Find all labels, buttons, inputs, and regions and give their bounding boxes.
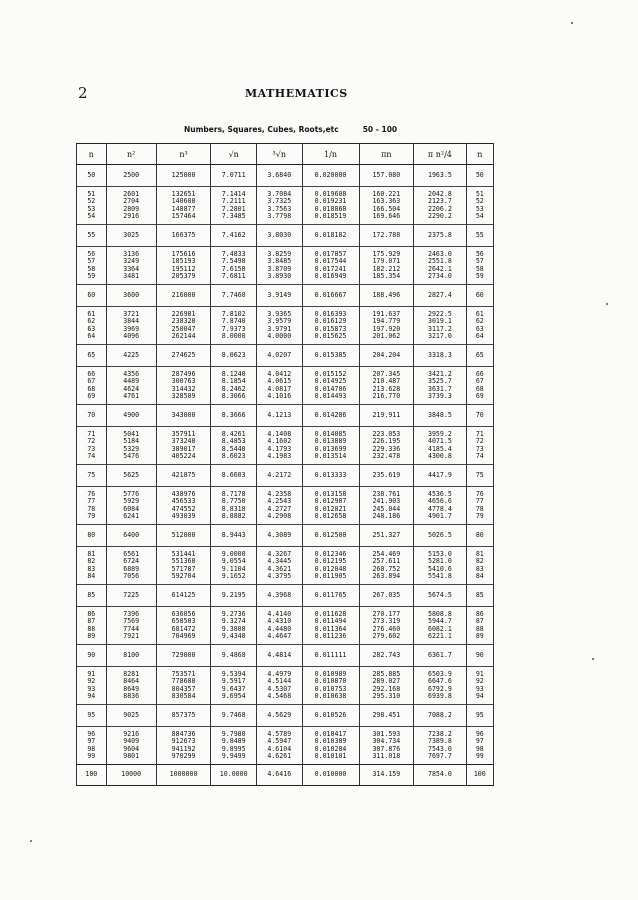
table-cell: 9025	[106, 705, 156, 727]
table-cell: 0.014286	[302, 405, 359, 427]
table-row	[77, 345, 494, 367]
table-cell: 157.080	[359, 165, 414, 187]
speck	[592, 658, 594, 660]
page-number: 2	[78, 84, 88, 102]
table-body	[77, 165, 494, 786]
table-cell: 4.5629	[256, 705, 302, 727]
table-cell: 191.637 194.779 197.920 201.062	[359, 307, 414, 345]
table-cell: 6400	[106, 525, 156, 547]
table-row	[77, 705, 494, 727]
table-cell: 56 57 58 59	[466, 247, 493, 285]
table-cell: 91 92 93 94	[77, 667, 107, 705]
table-cell: 85	[466, 585, 493, 607]
table-cell: 0.010000	[302, 765, 359, 786]
table-cell: 175.929 179.071 182.212 185.354	[359, 247, 414, 285]
table-cell: 9.0000 9.0554 9.1104 9.1652	[211, 547, 257, 585]
table-cell: 7225	[106, 585, 156, 607]
table-cell: 6503.9 6647.6 6792.9 6939.8	[414, 667, 466, 705]
table-cell: 56 57 58 59	[77, 247, 107, 285]
table-cell: 76 77 78 79	[77, 487, 107, 525]
table-row	[77, 187, 494, 225]
table-row	[77, 607, 494, 645]
table-cell: 287496 300763 314432 328509	[156, 367, 211, 405]
table-range: 50 - 100	[362, 125, 398, 134]
table-cell: 4900	[106, 405, 156, 427]
table-cell: 270.177 273.319 276.460 279.602	[359, 607, 414, 645]
table-cell: 4.2358 4.2543 4.2727 4.2908	[256, 487, 302, 525]
table-cell: 3959.2 4071.5 4185.4 4300.8	[414, 427, 466, 465]
table-cell: 75	[77, 465, 107, 487]
table-cell: 0.016667	[302, 285, 359, 307]
table-cell: 61 62 63 64	[466, 307, 493, 345]
table-cell: 65	[466, 345, 493, 367]
table-row	[77, 367, 494, 405]
table-cell: 0.015385	[302, 345, 359, 367]
table-cell: 274625	[156, 345, 211, 367]
column-header: π n²/4	[414, 144, 466, 165]
table-row	[77, 225, 494, 247]
table-row	[77, 307, 494, 345]
table-cell: 4.3267 4.3445 4.3621 4.3795	[256, 547, 302, 585]
table-cell: 95	[77, 705, 107, 727]
table-cell: 251.327	[359, 525, 414, 547]
table-cell: 8.9443	[211, 525, 257, 547]
table-row	[77, 667, 494, 705]
table-cell: 636056 658503 681472 704969	[156, 607, 211, 645]
table-row	[77, 487, 494, 525]
table-cell: 0.020000	[302, 165, 359, 187]
table-cell: 9.2195	[211, 585, 257, 607]
table-cell: 2827.4	[414, 285, 466, 307]
column-header: n	[466, 144, 493, 165]
table-cell: 216000	[156, 285, 211, 307]
table-cell: 4.0412 4.0615 4.0817 4.1016	[256, 367, 302, 405]
table-cell: 172.788	[359, 225, 414, 247]
table-cell: 7.4162	[211, 225, 257, 247]
table-cell: 166375	[156, 225, 211, 247]
table-cell: 70	[77, 405, 107, 427]
table-cell: 90	[77, 645, 107, 667]
table-cell: 5153.0 5281.0 5410.6 5541.8	[414, 547, 466, 585]
table-cell: 0.017857 0.017544 0.017241 0.016949	[302, 247, 359, 285]
speck	[571, 22, 573, 24]
table-cell: 0.013158 0.012987 0.012821 0.012658	[302, 487, 359, 525]
table-cell: 4.0207	[256, 345, 302, 367]
table-row	[77, 285, 494, 307]
table-cell: 7.0711	[211, 165, 257, 187]
table-cell: 0.012346 0.012195 0.012048 0.011905	[302, 547, 359, 585]
table-cell: 267.035	[359, 585, 414, 607]
table-cell: 235.619	[359, 465, 414, 487]
table-cell: 2922.5 3019.1 3117.2 3217.0	[414, 307, 466, 345]
table-row	[77, 525, 494, 547]
table-cell: 298.451	[359, 705, 414, 727]
table-cell: 7.7460	[211, 285, 257, 307]
table-cell: 8.4261 8.4853 8.5440 8.6023	[211, 427, 257, 465]
table-cell: 160.221 163.363 166.504 169.646	[359, 187, 414, 225]
table-cell: 5041 5184 5329 5476	[106, 427, 156, 465]
table-cell: 66 67 68 69	[77, 367, 107, 405]
table-cell: 0.012500	[302, 525, 359, 547]
table-row	[77, 465, 494, 487]
table-cell: 55	[77, 225, 107, 247]
table-cell: 86 87 88 89	[466, 607, 493, 645]
table-row	[77, 427, 494, 465]
table-cell: 75	[466, 465, 493, 487]
table-header-row	[77, 144, 494, 165]
table-cell: 85	[77, 585, 107, 607]
table-cell: 0.015152 0.014925 0.014706 0.014493	[302, 367, 359, 405]
table-cell: 207.345 210.487 213.628 216.770	[359, 367, 414, 405]
table-cell: 71 72 73 74	[77, 427, 107, 465]
table-row	[77, 547, 494, 585]
column-header: 1/n	[302, 144, 359, 165]
table-cell: 4225	[106, 345, 156, 367]
table-cell: 6561 6724 6889 7056	[106, 547, 156, 585]
column-header: πn	[359, 144, 414, 165]
column-header: n³	[156, 144, 211, 165]
table-cell: 51 52 53 54	[466, 187, 493, 225]
table-cell: 4.4814	[256, 645, 302, 667]
table-cell: 8.3666	[211, 405, 257, 427]
table-cell: 2500	[106, 165, 156, 187]
table-cell: 91 92 93 94	[466, 667, 493, 705]
table-cell: 65	[77, 345, 107, 367]
table-cell: 9.7468	[211, 705, 257, 727]
table-cell: 254.469 257.611 260.752 263.894	[359, 547, 414, 585]
table-cell: 188.496	[359, 285, 414, 307]
table-cell: 2601 2704 2809 2916	[106, 187, 156, 225]
table-cell: 0.011628 0.011494 0.011364 0.011236	[302, 607, 359, 645]
table-cell: 753571 778688 804357 830584	[156, 667, 211, 705]
table-cell: 7088.2	[414, 705, 466, 727]
table-cell: 3.7084 3.7325 3.7563 3.7798	[256, 187, 302, 225]
table-cell: 8.6603	[211, 465, 257, 487]
table-cell: 80	[77, 525, 107, 547]
table-cell: 0.016393 0.016129 0.015873 0.015625	[302, 307, 359, 345]
table-cell: 4.3089	[256, 525, 302, 547]
table-cell: 9.2736 9.3274 9.3808 9.4340	[211, 607, 257, 645]
table-cell: 3.9365 3.9579 3.9791 4.0000	[256, 307, 302, 345]
table-cell: 3318.3	[414, 345, 466, 367]
table-cell: 4417.9	[414, 465, 466, 487]
table-cell: 884736 912673 941192 970299	[156, 727, 211, 765]
table-cell: 5625	[106, 465, 156, 487]
table-cell: 9.7980 9.8489 9.8995 9.9499	[211, 727, 257, 765]
table-cell: 7854.0	[414, 765, 466, 786]
table-cell: 3600	[106, 285, 156, 307]
table-cell: 614125	[156, 585, 211, 607]
table-row	[77, 585, 494, 607]
table-cell: 8.7178 8.7750 8.8318 8.8882	[211, 487, 257, 525]
table-cell: 301.593 304.734 307.876 311.018	[359, 727, 414, 765]
table-cell: 4356 4489 4624 4761	[106, 367, 156, 405]
table-cell: 10.0000	[211, 765, 257, 786]
table-cell: 5674.5	[414, 585, 466, 607]
table-cell: 4.4979 4.5144 4.5307 4.5468	[256, 667, 302, 705]
math-table	[76, 143, 494, 786]
table-cell: 4.1408 4.1602 4.1793 4.1983	[256, 427, 302, 465]
table-cell: 3.6840	[256, 165, 302, 187]
table-cell: 226981 238328 250047 262144	[156, 307, 211, 345]
table-subtitle	[184, 125, 397, 134]
column-header: √n	[211, 144, 257, 165]
table-cell: 5026.5	[414, 525, 466, 547]
table-cell: 60	[77, 285, 107, 307]
table-cell: 3.9149	[256, 285, 302, 307]
table-cell: 70	[466, 405, 493, 427]
table-cell: 90	[466, 645, 493, 667]
page-title: MATHEMATICS	[245, 87, 348, 100]
table-cell: 0.014085 0.013889 0.013699 0.013514	[302, 427, 359, 465]
table-cell: 223.053 226.195 229.336 232.478	[359, 427, 414, 465]
table-cell: 60	[466, 285, 493, 307]
table-cell: 343000	[156, 405, 211, 427]
table-cell: 531441 551368 571787 592704	[156, 547, 211, 585]
table-cell: 71 72 73 74	[466, 427, 493, 465]
table-cell: 204.204	[359, 345, 414, 367]
table-cell: 5776 5929 6084 6241	[106, 487, 156, 525]
table-cell: 4.5789 4.5947 4.6104 4.6261	[256, 727, 302, 765]
table-cell: 8.1240 8.1854 8.2462 8.3066	[211, 367, 257, 405]
column-header: n	[77, 144, 107, 165]
table-cell: 95	[466, 705, 493, 727]
table-cell: 285.885 289.027 292.168 295.310	[359, 667, 414, 705]
table-cell: 175616 185193 195112 205379	[156, 247, 211, 285]
table-cell: 8.0623	[211, 345, 257, 367]
table-cell: 857375	[156, 705, 211, 727]
table-cell: 76 77 78 79	[466, 487, 493, 525]
table-cell: 50	[77, 165, 107, 187]
table-cell: 1000000	[156, 765, 211, 786]
table-cell: 9.4868	[211, 645, 257, 667]
table-cell: 0.018182	[302, 225, 359, 247]
table-cell: 2042.8 2123.7 2206.2 2290.2	[414, 187, 466, 225]
table-cell: 10000	[106, 765, 156, 786]
table-cell: 7.8102 7.8740 7.9373 8.0000	[211, 307, 257, 345]
table-cell: 4.6416	[256, 765, 302, 786]
table-cell: 96 97 98 99	[77, 727, 107, 765]
table-cell: 3421.2 3525.7 3631.7 3739.3	[414, 367, 466, 405]
table-cell: 7.4833 7.5498 7.6158 7.6811	[211, 247, 257, 285]
table-cell: 66 67 68 69	[466, 367, 493, 405]
table-caption: Numbers, Squares, Cubes, Roots,etc	[184, 125, 339, 134]
table-cell: 100	[77, 765, 107, 786]
table-cell: 132651 140608 148877 157464	[156, 187, 211, 225]
table-cell: 7238.2 7389.8 7543.0 7697.7	[414, 727, 466, 765]
table-cell: 219.911	[359, 405, 414, 427]
table-cell: 96 97 98 99	[466, 727, 493, 765]
table-cell: 2375.8	[414, 225, 466, 247]
table-cell: 80	[466, 525, 493, 547]
table-cell: 7396 7569 7744 7921	[106, 607, 156, 645]
table-cell: 0.010989 0.010870 0.010753 0.010638	[302, 667, 359, 705]
table-row	[77, 645, 494, 667]
table-cell: 282.743	[359, 645, 414, 667]
table-cell: 4536.5 4656.6 4778.4 4901.7	[414, 487, 466, 525]
table-cell: 3.8259 3.8485 3.8709 3.8930	[256, 247, 302, 285]
table-cell: 4.3968	[256, 585, 302, 607]
column-header: ³√n	[256, 144, 302, 165]
table-cell: 5808.8 5944.7 6082.1 6221.1	[414, 607, 466, 645]
table-cell: 3721 3844 3969 4096	[106, 307, 156, 345]
table-cell: 81 82 83 84	[77, 547, 107, 585]
table-cell: 0.011765	[302, 585, 359, 607]
table-cell: 8100	[106, 645, 156, 667]
table-cell: 86 87 88 89	[77, 607, 107, 645]
table-cell: 0.011111	[302, 645, 359, 667]
table-cell: 61 62 63 64	[77, 307, 107, 345]
table-cell: 55	[466, 225, 493, 247]
table-cell: 2463.0 2551.8 2642.1 2734.0	[414, 247, 466, 285]
table-cell: 438976 456533 474552 493039	[156, 487, 211, 525]
table-cell: 0.010417 0.010309 0.010204 0.010101	[302, 727, 359, 765]
table-cell: 100	[466, 765, 493, 786]
table-cell: 0.019608 0.019231 0.018868 0.018519	[302, 187, 359, 225]
table-cell: 4.4140 4.4310 4.4480 4.4647	[256, 607, 302, 645]
table-cell: 6361.7	[414, 645, 466, 667]
table-cell: 3848.5	[414, 405, 466, 427]
table-row	[77, 727, 494, 765]
table-cell: 51 52 53 54	[77, 187, 107, 225]
speck	[30, 840, 32, 842]
table-cell: 3025	[106, 225, 156, 247]
table-row	[77, 165, 494, 187]
table-row	[77, 765, 494, 786]
table-cell: 50	[466, 165, 493, 187]
table-cell: 7.1414 7.2111 7.2801 7.3485	[211, 187, 257, 225]
table-cell: 314.159	[359, 765, 414, 786]
table-cell: 8281 8464 8649 8836	[106, 667, 156, 705]
speck	[606, 303, 608, 305]
table-cell: 125000	[156, 165, 211, 187]
table-row	[77, 247, 494, 285]
table-cell: 0.010526	[302, 705, 359, 727]
table-cell: 4.1213	[256, 405, 302, 427]
table-cell: 4.2172	[256, 465, 302, 487]
table-cell: 1963.5	[414, 165, 466, 187]
table-cell: 9216 9409 9604 9801	[106, 727, 156, 765]
column-header: n²	[106, 144, 156, 165]
table-cell: 512000	[156, 525, 211, 547]
table-cell: 9.5394 9.5917 9.6437 9.6954	[211, 667, 257, 705]
table-cell: 81 82 83 84	[466, 547, 493, 585]
table-row	[77, 405, 494, 427]
table-cell: 3136 3249 3364 3481	[106, 247, 156, 285]
table-cell: 3.8030	[256, 225, 302, 247]
table-cell: 238.761 241.903 245.044 248.186	[359, 487, 414, 525]
table-cell: 729000	[156, 645, 211, 667]
table-cell: 0.013333	[302, 465, 359, 487]
table-cell: 357911 373248 389017 405224	[156, 427, 211, 465]
table-cell: 421875	[156, 465, 211, 487]
